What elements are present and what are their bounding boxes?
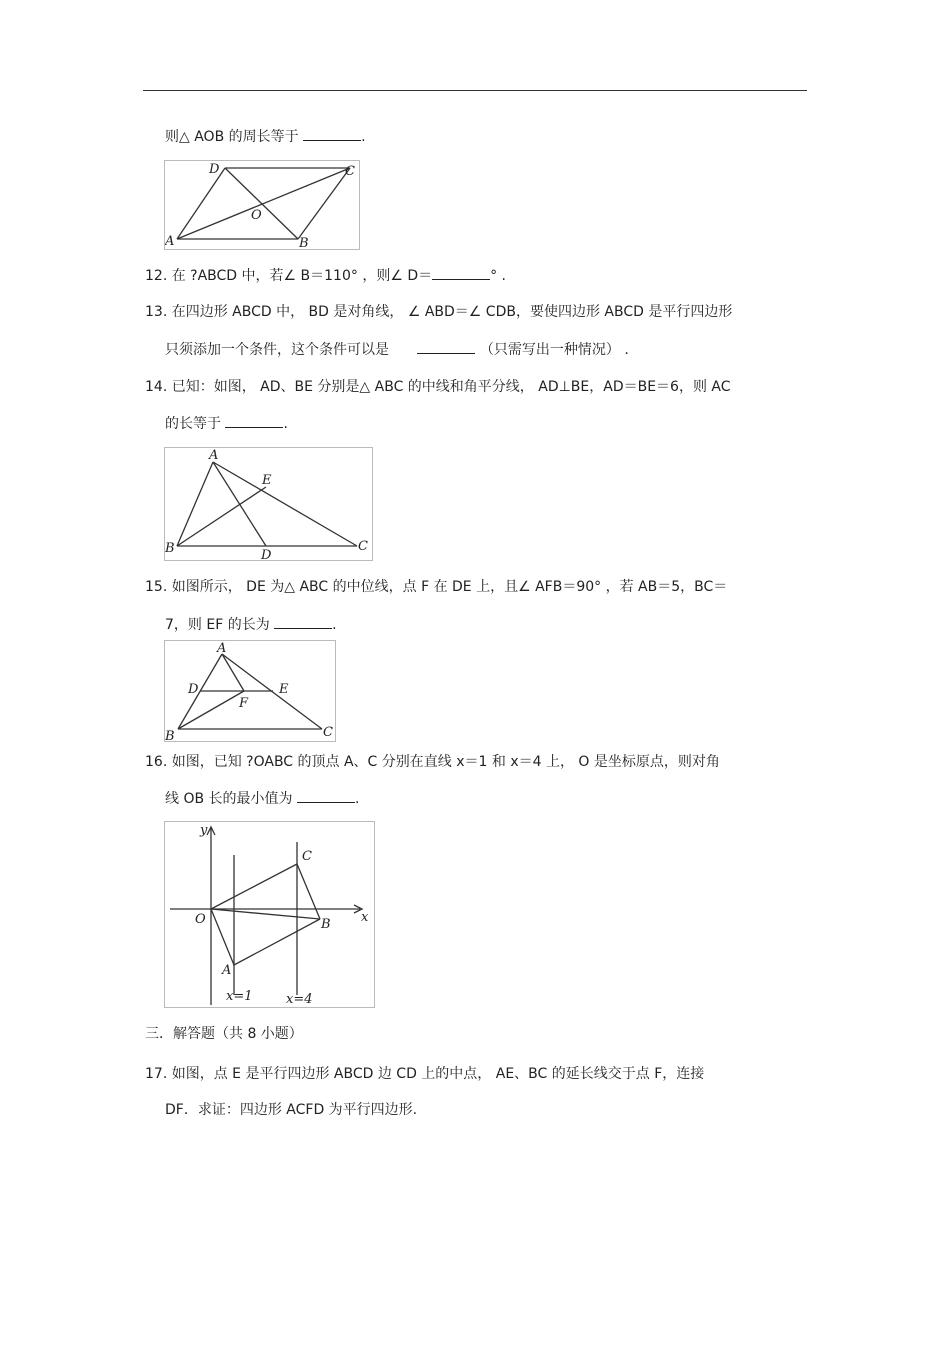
figure-triangle-midline	[164, 640, 336, 742]
q14-line-2	[165, 413, 288, 433]
q12	[145, 265, 506, 285]
label-b: B	[321, 917, 331, 932]
q15-text-1: 15. 如图所示， DE 为△ ABC 的中位线，点 F 在 DE 上，且∠ AFB＝90° ，若 AB＝5，BC＝	[145, 579, 728, 595]
q14-text-1: 14. 已知：如图， AD、BE 分别是△ ABC 的中线和角平分线， AD⊥BE，AD＝BE＝6，则 AC	[145, 379, 731, 395]
q11-text: 则△ AOB 的周长等于	[165, 129, 299, 145]
q17-text-1: 17. 如图，点 E 是平行四边形 ABCD 边 CD 上的中点， AE、BC 的延长线交于点 F，连接	[145, 1066, 705, 1082]
label-o: O	[195, 912, 206, 927]
label-e: E	[279, 682, 289, 697]
q13-text-1: 13. 在四边形 ABCD 中， BD 是对角线， ∠ ABD＝∠ CDB，要使四边形 ABCD 是平行四边形	[145, 304, 733, 320]
q15-tail: .	[332, 617, 337, 633]
q11-continuation	[165, 126, 366, 146]
label-a: A	[217, 641, 227, 656]
label-d: D	[261, 548, 272, 560]
figure-parallelogram-abcd	[164, 160, 360, 250]
q11-tail: .	[361, 129, 366, 145]
q13-tail: （只需写出一种情况） .	[479, 342, 629, 358]
label-f: F	[239, 696, 249, 711]
label-a: A	[165, 234, 175, 249]
q15-line-2	[165, 614, 337, 634]
q16-text-2: 线 OB 长的最小值为	[165, 791, 293, 807]
q16-answer-blank[interactable]	[297, 788, 355, 803]
label-x-eq-4: x=4	[286, 992, 313, 1007]
q13-text-2: 只须添加一个条件，这个条件可以是	[165, 342, 389, 358]
q12-tail: ° .	[490, 268, 507, 284]
q17-line-1	[145, 1065, 704, 1083]
label-e: E	[262, 473, 272, 488]
header-rule	[143, 90, 807, 91]
label-b: B	[299, 236, 309, 249]
q13-line-1	[145, 303, 732, 321]
section-3-heading	[145, 1025, 303, 1043]
label-d: D	[209, 162, 220, 177]
q17-line-2	[165, 1101, 417, 1119]
q16-text-1: 16. 如图，已知 ?OABC 的顶点 A、C 分别在直线 x＝1 和 x＝4 上， O 是坐标原点，则对角	[145, 754, 720, 770]
label-a: A	[209, 448, 219, 463]
label-c: C	[323, 725, 333, 740]
label-d: D	[188, 682, 199, 697]
q14-text-2: 的长等于	[165, 416, 221, 432]
label-x-eq-1: x=1	[226, 989, 253, 1004]
label-c: C	[302, 849, 312, 864]
label-x: x	[361, 910, 369, 925]
section-3-text: 三．解答题（共 8 小题）	[145, 1026, 303, 1042]
q14-answer-blank[interactable]	[225, 413, 283, 428]
q15-line-1	[145, 578, 727, 596]
figure-triangle-abc-median-bisector	[164, 447, 373, 561]
q15-answer-blank[interactable]	[274, 614, 332, 629]
q14-tail: .	[283, 416, 288, 432]
figure-coordinate-parallelogram	[164, 821, 375, 1008]
q16-line-1	[145, 753, 720, 771]
q15-text-2: 7，则 EF 的长为	[165, 617, 270, 633]
q16-line-2	[165, 788, 359, 808]
label-y: y	[200, 823, 208, 838]
label-o: O	[251, 208, 262, 223]
label-c: C	[358, 539, 368, 554]
q13-line-2	[165, 339, 629, 359]
q16-tail: .	[354, 791, 360, 807]
label-b: B	[165, 541, 175, 556]
label-c: C	[345, 164, 355, 179]
q13-answer-blank[interactable]	[417, 339, 475, 354]
q17-text-2: DF．求证：四边形 ACFD 为平行四边形.	[165, 1102, 418, 1118]
q12-answer-blank[interactable]	[432, 265, 490, 280]
q14-line-1	[145, 378, 731, 396]
q11-answer-blank[interactable]	[303, 126, 361, 141]
q12-text: 12. 在 ?ABCD 中，若∠ B＝110° ，则∠ D＝	[145, 268, 433, 284]
label-a: A	[222, 963, 232, 978]
label-b: B	[165, 729, 175, 741]
